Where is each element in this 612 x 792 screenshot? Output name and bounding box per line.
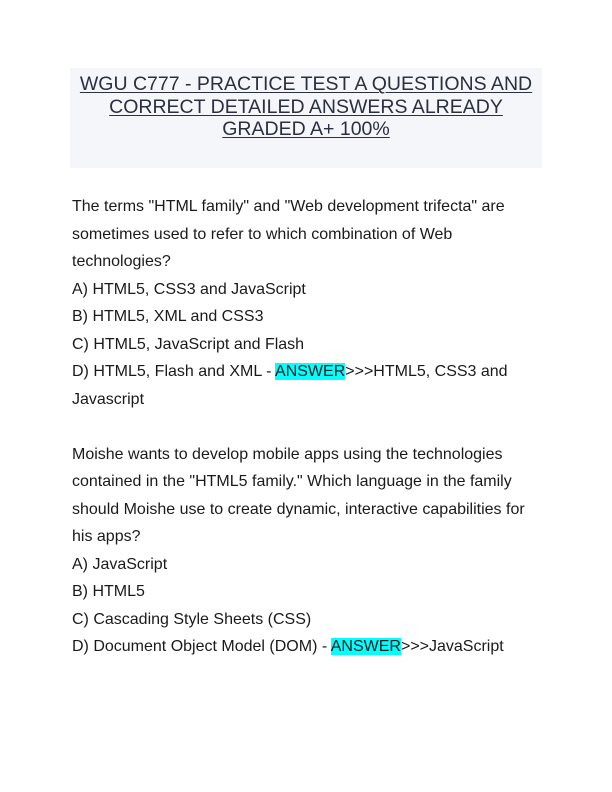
document-title [70, 73, 542, 141]
answer-continuation: Javascript [72, 390, 145, 408]
question-stem-line: technologies? [72, 253, 171, 270]
option-b: B) HTML5, XML and CSS3 [72, 308, 264, 325]
question-1 [72, 193, 542, 413]
question-stem-line: sometimes used to refer to which combination of Web [72, 225, 453, 243]
option-a: A) JavaScript [72, 555, 168, 573]
title-line: CORRECT DETAILED ANSWERS ALREADY [109, 95, 503, 118]
title-line: WGU C777 - PRACTICE TEST A QUESTIONS AND [79, 73, 533, 95]
answer-highlight: ANSWER [330, 638, 401, 655]
answer-highlight: ANSWER [275, 363, 346, 380]
question-spacer [72, 413, 542, 441]
question-stem-line: The terms "HTML family" and "Web development trifecta" are [72, 198, 505, 215]
title-box [70, 68, 542, 168]
question-stem-line: should Moishe use to create dynamic, interactive capabilities for [72, 500, 525, 518]
answer-text: >>>HTML5, CSS3 and [345, 363, 508, 380]
question-2 [72, 441, 542, 661]
option-d [72, 358, 542, 386]
option-c: C) Cascading Style Sheets (CSS) [72, 610, 312, 628]
option-a: A) HTML5, CSS3 and JavaScript [72, 280, 306, 298]
title-line: GRADED A+ 100% [222, 118, 390, 140]
question-stem-line: Moishe wants to develop mobile apps using the technologies [72, 445, 503, 463]
option-b: B) HTML5 [72, 583, 145, 600]
answer-text: >>>JavaScript [400, 638, 504, 655]
option-d-text: D) Document Object Model (DOM) - [72, 638, 331, 655]
option-d [72, 633, 542, 661]
question-stem-line: contained in the "HTML5 family." Which language in the family [72, 473, 512, 490]
document-body [72, 193, 542, 661]
option-d-text: D) HTML5, Flash and XML - [72, 363, 276, 380]
question-stem-line: his apps? [72, 528, 141, 545]
option-c: C) HTML5, JavaScript and Flash [72, 335, 305, 353]
